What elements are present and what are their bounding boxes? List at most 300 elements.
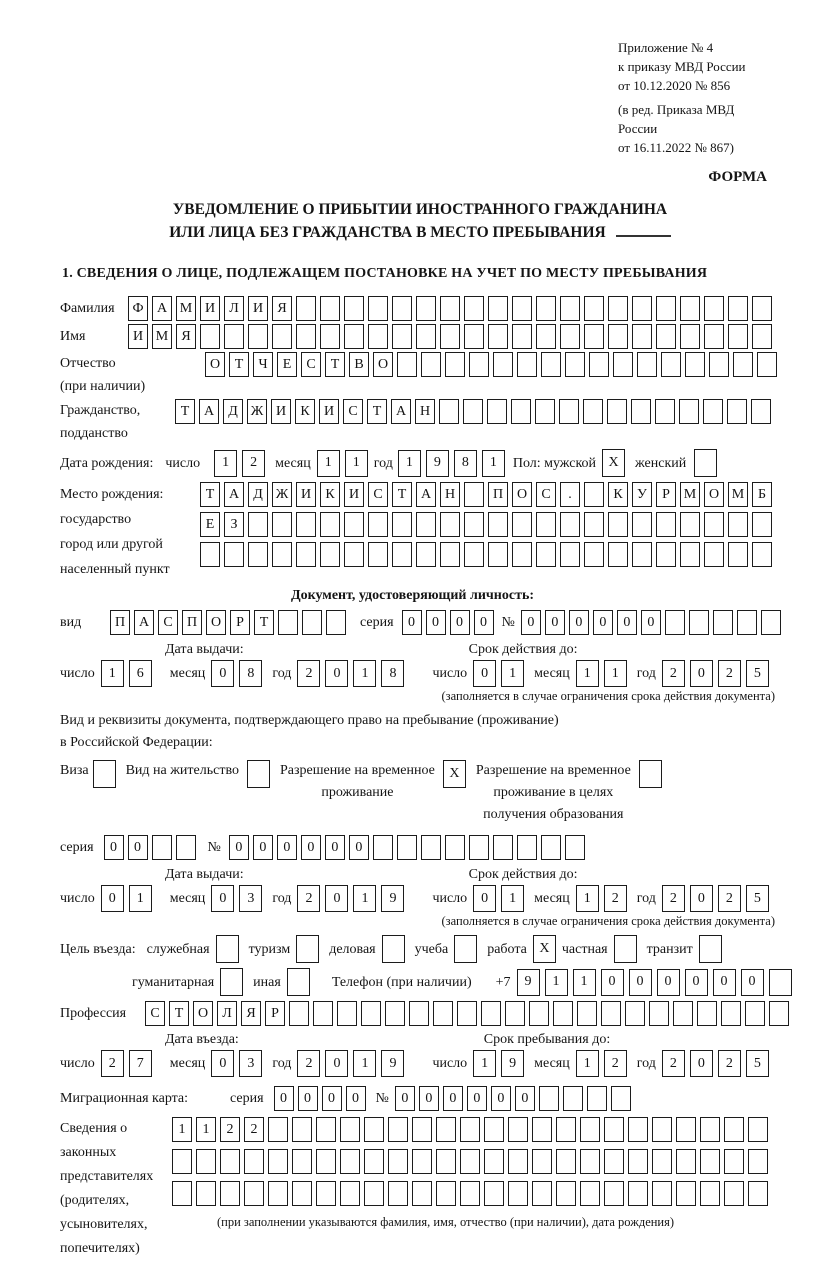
char-box: [748, 1149, 768, 1174]
birth-date-row: [60, 449, 775, 477]
purpose-work-label: работа: [487, 941, 527, 957]
purpose-study-label: учеба: [414, 941, 449, 957]
char-box: [493, 352, 513, 377]
section1-heading: 1. СВЕДЕНИЯ О ЛИЦЕ, ПОДЛЕЖАЩЕМ ПОСТАНОВКЕ НА УЧЕТ ПО МЕСТУ ПРЕБЫВАНИЯ: [62, 266, 708, 281]
char-box: [752, 512, 772, 537]
profession-boxes: [145, 1001, 789, 1026]
char-box: [388, 1181, 408, 1206]
char-box: С: [536, 482, 556, 507]
char-box: [608, 542, 628, 567]
representatives-note: (при заполнении указываются фамилия, имя, отчество (при наличии), дата рождения): [217, 1215, 675, 1229]
purpose-study-checkbox: [454, 935, 477, 963]
issue-day-boxes: [101, 660, 152, 687]
residence-doc-intro: [60, 710, 775, 754]
char-box: [628, 1117, 648, 1142]
issue-month-boxes: [211, 660, 262, 687]
purpose-humanitarian-checkbox: [220, 968, 243, 996]
birth-year-boxes: [398, 450, 505, 477]
month-label: месяц: [169, 666, 206, 681]
birth-year-label: год: [373, 455, 393, 471]
char-box: [628, 1149, 648, 1174]
birth-date-label: Дата рождения:: [60, 455, 154, 471]
char-box: [748, 1117, 768, 1142]
char-box: [560, 542, 580, 567]
purpose-commercial-checkbox: [382, 935, 405, 963]
char-box: [577, 1001, 597, 1026]
char-box: [655, 399, 675, 424]
char-box: Н: [415, 399, 435, 424]
purpose-private-checkbox: [614, 935, 637, 963]
residence-series-boxes: [104, 835, 196, 860]
char-box: 0: [450, 610, 470, 635]
char-box: [397, 835, 417, 860]
char-box: [292, 1149, 312, 1174]
char-box: Т: [175, 399, 195, 424]
char-box: 0: [274, 1086, 294, 1111]
sex-female-checkbox: [694, 449, 717, 477]
char-box: [278, 610, 298, 635]
residence-doc-series-row: [60, 834, 775, 861]
char-box: [604, 1117, 624, 1142]
char-box: [580, 1149, 600, 1174]
char-box: 2: [662, 1050, 685, 1077]
purpose-other-checkbox: [287, 968, 310, 996]
citizenship-label: Гражданство,: [60, 403, 141, 418]
char-box: [536, 296, 556, 321]
char-box: [728, 512, 748, 537]
char-box: 0: [515, 1086, 535, 1111]
char-box: [508, 1117, 528, 1142]
char-box: 0: [346, 1086, 366, 1111]
representatives-boxes-row2: [172, 1149, 768, 1174]
char-box: [464, 324, 484, 349]
char-box: М: [152, 324, 172, 349]
form-title-line2: ИЛИ ЛИЦА БЕЗ ГРАЖДАНСТВА В МЕСТО ПРЕБЫВАНИЯ: [169, 224, 606, 241]
profession-row: [60, 1001, 775, 1026]
entry-date-header: Дата въезда:: [165, 1032, 239, 1047]
doc-kind-label: вид: [60, 615, 82, 630]
day-label: число: [432, 666, 468, 681]
char-box: [584, 296, 604, 321]
char-box: Я: [272, 296, 292, 321]
char-box: [532, 1181, 552, 1206]
char-box: [697, 1001, 717, 1026]
char-box: [268, 1117, 288, 1142]
char-box: 2: [297, 885, 320, 912]
char-box: [601, 1001, 621, 1026]
char-box: [727, 399, 747, 424]
char-box: [320, 542, 340, 567]
char-box: О: [512, 482, 532, 507]
forma-label: ФОРМА: [708, 169, 767, 185]
char-box: [565, 835, 585, 860]
residence-doc-date-headers: [60, 867, 775, 883]
residence-issue-month-boxes: [211, 885, 262, 912]
char-box: [248, 542, 268, 567]
char-box: 0: [467, 1086, 487, 1111]
char-box: [296, 542, 316, 567]
char-box: 0: [211, 1050, 234, 1077]
char-box: 0: [229, 835, 249, 860]
char-box: [409, 1001, 429, 1026]
form-body: [60, 296, 775, 1261]
char-box: [680, 324, 700, 349]
char-box: [769, 969, 792, 996]
char-box: 9: [517, 969, 540, 996]
visa-label: Виза: [60, 763, 89, 778]
char-box: [656, 324, 676, 349]
entry-date-group: [60, 1050, 414, 1077]
char-box: [704, 296, 724, 321]
char-box: [589, 352, 609, 377]
char-box: [563, 1086, 583, 1111]
char-box: [584, 512, 604, 537]
char-box: [268, 1149, 288, 1174]
char-box: 0: [325, 1050, 348, 1077]
form-title-line1: УВЕДОМЛЕНИЕ О ПРИБЫТИИ ИНОСТРАННОГО ГРАЖДАНИНА: [172, 201, 668, 218]
char-box: [248, 324, 268, 349]
char-box: [511, 399, 531, 424]
char-box: [757, 352, 777, 377]
char-box: [724, 1117, 744, 1142]
char-box: 1: [501, 660, 524, 687]
year-label: год: [272, 891, 292, 906]
char-box: [632, 542, 652, 567]
month-label: месяц: [534, 666, 570, 681]
valid-until-header: Срок действия до:: [468, 867, 578, 882]
char-box: 0: [473, 660, 496, 687]
valid-until-header: Срок действия до:: [468, 642, 578, 657]
char-box: [316, 1149, 336, 1174]
char-box: [460, 1117, 480, 1142]
char-box: [737, 610, 757, 635]
char-box: 0: [690, 660, 713, 687]
issue-date-header: Дата выдачи:: [165, 867, 244, 882]
representatives-label-line: законных: [60, 1145, 117, 1160]
char-box: [676, 1117, 696, 1142]
doc-number-label: №: [501, 615, 515, 630]
char-box: [373, 835, 393, 860]
char-box: Ж: [272, 482, 292, 507]
char-box: [611, 1086, 631, 1111]
char-box: [220, 968, 243, 996]
char-box: 0: [601, 969, 624, 996]
char-box: [532, 1117, 552, 1142]
residence-valid-year-boxes: [662, 885, 769, 912]
char-box: О: [704, 482, 724, 507]
char-box: М: [680, 482, 700, 507]
char-box: [680, 512, 700, 537]
edu-permit-label-line1: Разрешение на временное: [475, 763, 631, 778]
char-box: [703, 399, 723, 424]
char-box: [220, 1181, 240, 1206]
valid-year-boxes: [662, 660, 769, 687]
char-box: Д: [248, 482, 268, 507]
char-box: [536, 542, 556, 567]
stay-month-boxes: [576, 1050, 627, 1077]
representatives-label-line: (родителях,: [60, 1193, 130, 1208]
char-box: [296, 324, 316, 349]
char-box: [326, 610, 346, 635]
char-box: 2: [297, 1050, 320, 1077]
char-box: [713, 610, 733, 635]
char-box: 5: [746, 1050, 769, 1077]
char-box: [700, 1181, 720, 1206]
char-box: 1: [573, 969, 596, 996]
char-box: [709, 352, 729, 377]
char-box: Ч: [253, 352, 273, 377]
char-box: 0: [395, 1086, 415, 1111]
residence-doc-intro-line2: в Российской Федерации:: [60, 735, 213, 750]
char-box: [421, 835, 441, 860]
representatives-label-line: представителях: [60, 1169, 154, 1184]
char-box: [661, 352, 681, 377]
char-box: [200, 542, 220, 567]
char-box: [487, 399, 507, 424]
char-box: [464, 542, 484, 567]
char-box: 9: [426, 450, 449, 477]
char-box: [565, 352, 585, 377]
migration-card-label: Миграционная карта:: [60, 1091, 189, 1106]
char-box: [517, 352, 537, 377]
residence-number-boxes: [229, 835, 585, 860]
char-box: [248, 512, 268, 537]
char-box: [440, 512, 460, 537]
entry-day-boxes: [101, 1050, 152, 1077]
char-box: И: [128, 324, 148, 349]
char-box: И: [248, 296, 268, 321]
char-box: [457, 1001, 477, 1026]
char-box: Я: [176, 324, 196, 349]
number-label: №: [375, 1091, 389, 1106]
birth-day-label: число: [165, 455, 201, 471]
char-box: X: [533, 935, 556, 963]
annex-line: к приказу МВД России: [618, 59, 746, 74]
char-box: [388, 1149, 408, 1174]
patronymic-label: Отчество: [60, 356, 116, 371]
char-box: М: [176, 296, 196, 321]
valid-month-boxes: [576, 660, 627, 687]
char-box: [752, 296, 772, 321]
residence-issue-group: [60, 885, 414, 912]
form-title: [25, 198, 815, 244]
char-box: 2: [242, 450, 265, 477]
char-box: [340, 1181, 360, 1206]
char-box: 5: [746, 660, 769, 687]
char-box: [512, 512, 532, 537]
char-box: О: [206, 610, 226, 635]
char-box: 7: [129, 1050, 152, 1077]
birth-place-label-city: город или другой: [60, 537, 163, 552]
char-box: 1: [353, 885, 376, 912]
given-name-label: Имя: [60, 329, 86, 344]
purpose-other-label: иная: [253, 974, 281, 990]
char-box: [416, 542, 436, 567]
char-box: О: [205, 352, 225, 377]
char-box: 0: [569, 610, 589, 635]
char-box: [464, 296, 484, 321]
edition-line: (в ред. Приказа МВД России: [618, 102, 735, 136]
char-box: 3: [239, 1050, 262, 1077]
char-box: [316, 1117, 336, 1142]
char-box: [639, 760, 662, 788]
char-box: [665, 610, 685, 635]
char-box: [632, 512, 652, 537]
char-box: [397, 352, 417, 377]
month-label: месяц: [169, 1056, 206, 1071]
char-box: Б: [752, 482, 772, 507]
char-box: О: [193, 1001, 213, 1026]
char-box: [272, 512, 292, 537]
residence-permit-label: Вид на жительство: [125, 763, 239, 778]
representatives-label-line: Сведения о: [60, 1121, 128, 1136]
representatives-label-line: усыновителях,: [60, 1217, 148, 1232]
day-label: число: [432, 1056, 468, 1071]
char-box: [292, 1181, 312, 1206]
char-box: [292, 1117, 312, 1142]
char-box: [699, 935, 722, 963]
char-box: [469, 352, 489, 377]
char-box: Е: [277, 352, 297, 377]
birth-place-label: Место рождения:: [60, 487, 164, 502]
citizenship-row: [60, 399, 775, 445]
year-label: год: [636, 891, 656, 906]
month-label: месяц: [534, 891, 570, 906]
char-box: 2: [101, 1050, 124, 1077]
char-box: [392, 542, 412, 567]
purpose-tourism-checkbox: [296, 935, 319, 963]
edu-permit-label: [476, 760, 631, 826]
char-box: [172, 1181, 192, 1206]
edu-permit-label-line3: получения образования: [483, 807, 624, 822]
char-box: Р: [265, 1001, 285, 1026]
char-box: [529, 1001, 549, 1026]
char-box: 1: [576, 1050, 599, 1077]
char-box: [385, 1001, 405, 1026]
char-box: [704, 542, 724, 567]
char-box: 1: [604, 660, 627, 687]
citizenship-boxes: [175, 399, 771, 424]
char-box: [632, 296, 652, 321]
char-box: П: [488, 482, 508, 507]
char-box: 9: [381, 885, 404, 912]
char-box: [560, 324, 580, 349]
char-box: И: [271, 399, 291, 424]
char-box: 1: [353, 1050, 376, 1077]
char-box: [532, 1149, 552, 1174]
char-box: [464, 482, 484, 507]
char-box: [200, 324, 220, 349]
char-box: [583, 399, 603, 424]
char-box: [412, 1117, 432, 1142]
char-box: [608, 296, 628, 321]
char-box: [700, 1117, 720, 1142]
char-box: Е: [200, 512, 220, 537]
char-box: [628, 1181, 648, 1206]
char-box: [748, 1181, 768, 1206]
char-box: [436, 1181, 456, 1206]
birth-month-boxes: [317, 450, 368, 477]
temp-permit-label-line1: Разрешение на временное: [279, 763, 435, 778]
char-box: 2: [662, 660, 685, 687]
char-box: 1: [353, 660, 376, 687]
char-box: Ф: [128, 296, 148, 321]
char-box: [685, 352, 705, 377]
char-box: С: [145, 1001, 165, 1026]
char-box: [460, 1181, 480, 1206]
char-box: 8: [454, 450, 477, 477]
char-box: Л: [217, 1001, 237, 1026]
char-box: [769, 1001, 789, 1026]
char-box: 0: [521, 610, 541, 635]
char-box: [224, 542, 244, 567]
char-box: У: [632, 482, 652, 507]
char-box: 2: [604, 1050, 627, 1077]
char-box: 1: [501, 885, 524, 912]
char-box: [556, 1181, 576, 1206]
char-box: [584, 324, 604, 349]
char-box: 2: [220, 1117, 240, 1142]
char-box: [676, 1149, 696, 1174]
char-box: [368, 512, 388, 537]
char-box: [694, 449, 717, 477]
char-box: [344, 542, 364, 567]
year-label: год: [272, 1056, 292, 1071]
char-box: [680, 296, 700, 321]
char-box: [631, 399, 651, 424]
char-box: 1: [482, 450, 505, 477]
series-label: серия: [230, 1091, 264, 1106]
char-box: А: [199, 399, 219, 424]
purpose-row: [60, 935, 775, 963]
char-box: 1: [398, 450, 421, 477]
doc-series-boxes: [402, 610, 494, 635]
char-box: [652, 1181, 672, 1206]
valid-day-boxes: [473, 660, 524, 687]
char-box: 1: [576, 660, 599, 687]
char-box: [539, 1086, 559, 1111]
char-box: 0: [101, 885, 124, 912]
char-box: [364, 1181, 384, 1206]
char-box: [488, 512, 508, 537]
char-box: [637, 352, 657, 377]
year-label: год: [636, 666, 656, 681]
temp-permit-label-line2: проживание: [321, 785, 394, 800]
birth-place-boxes-row3: [200, 542, 772, 567]
entry-dates: [60, 1050, 775, 1077]
char-box: Т: [229, 352, 249, 377]
char-box: [364, 1149, 384, 1174]
char-box: М: [728, 482, 748, 507]
patronymic-boxes: [205, 352, 777, 377]
char-box: 5: [746, 885, 769, 912]
migration-series-boxes: [274, 1086, 366, 1111]
identity-doc-date-headers: [60, 642, 775, 658]
char-box: 0: [593, 610, 613, 635]
birth-place-boxes-row1: [200, 482, 772, 507]
char-box: [440, 324, 460, 349]
number-label: №: [207, 840, 221, 855]
birth-place-row: [60, 482, 775, 582]
char-box: 0: [690, 1050, 713, 1077]
char-box: [553, 1001, 573, 1026]
char-box: 1: [345, 450, 368, 477]
char-box: [172, 1149, 192, 1174]
char-box: К: [608, 482, 628, 507]
char-box: [608, 512, 628, 537]
temp-permit-label: [280, 760, 435, 804]
char-box: [488, 542, 508, 567]
